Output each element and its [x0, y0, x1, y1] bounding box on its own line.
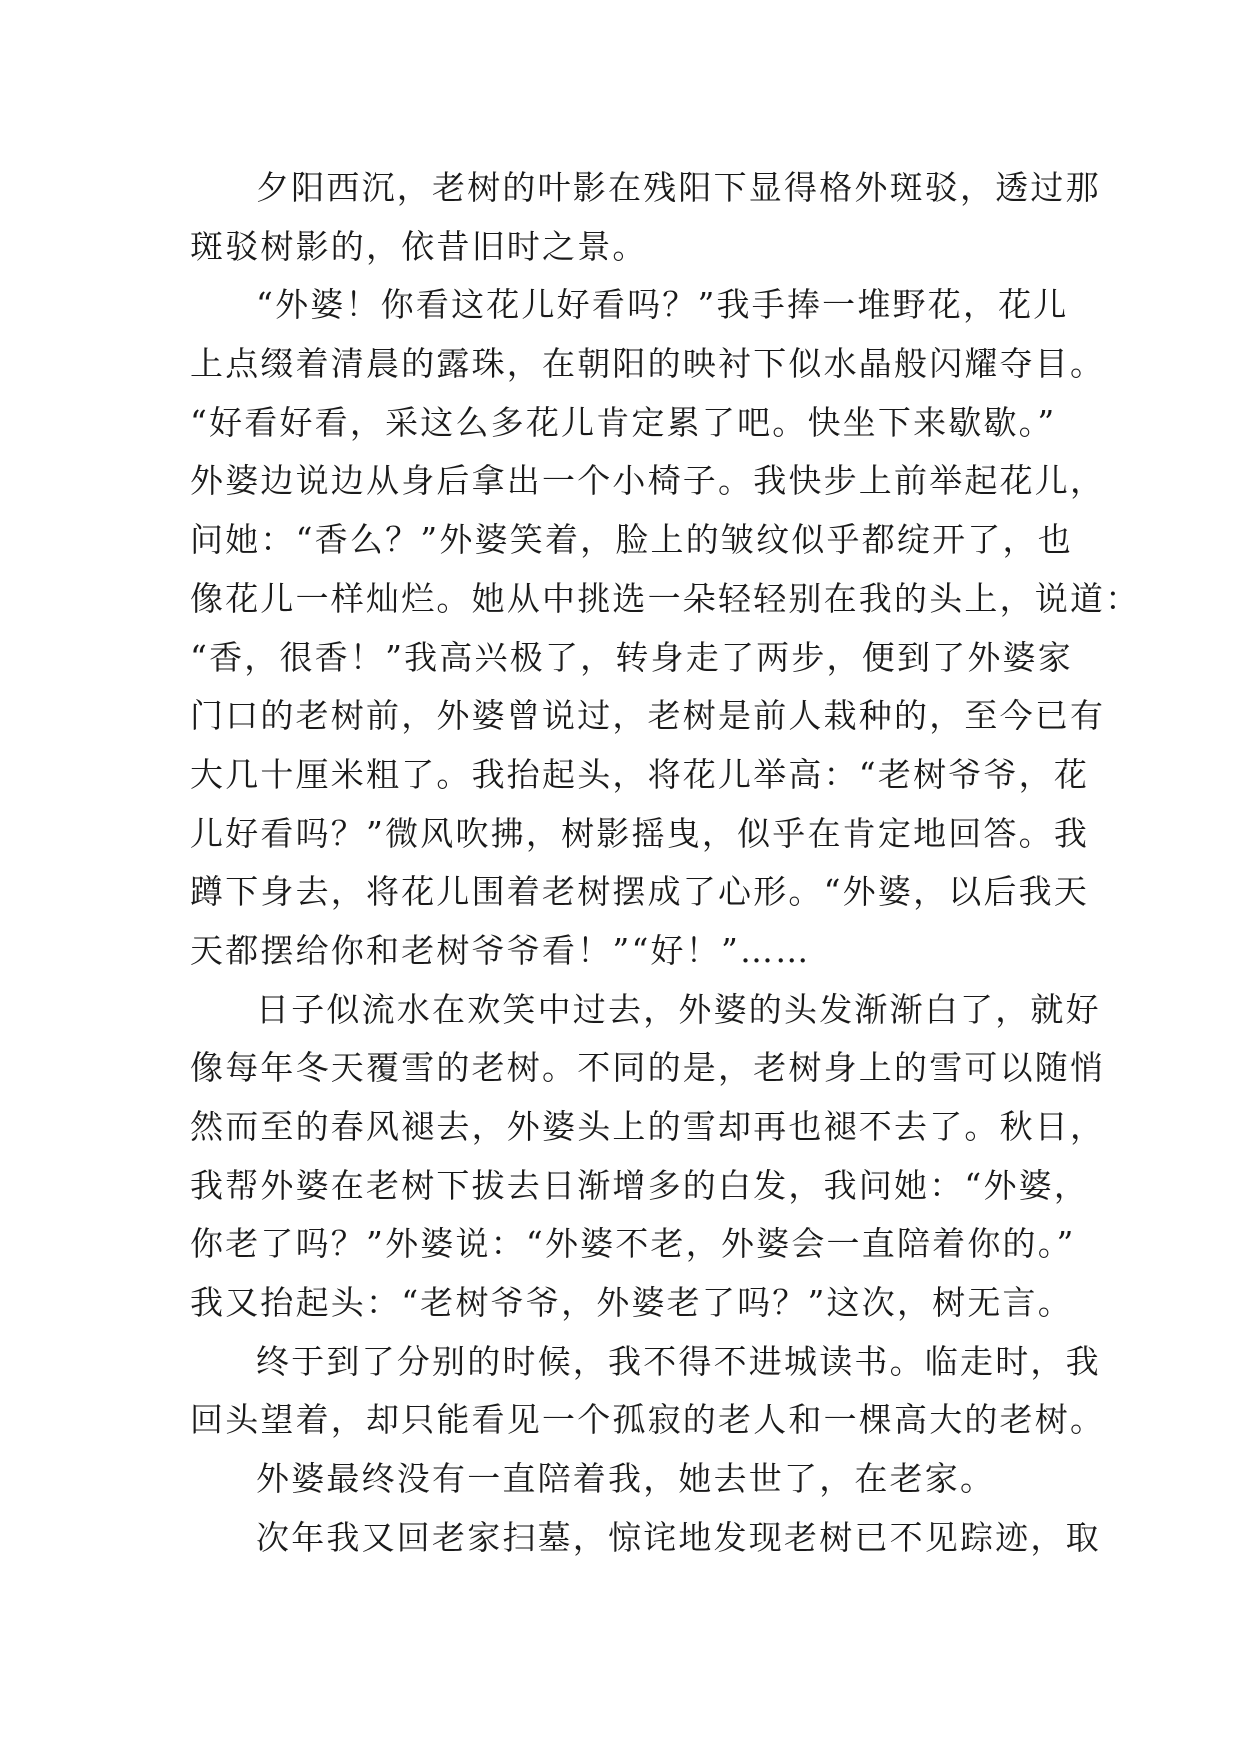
text-line: “外婆！你看这花儿好看吗？”我手捧一堆野花，花儿 — [256, 285, 1069, 325]
text-line: 像每年冬天覆雪的老树。不同的是，老树身上的雪可以随悄 — [190, 1048, 1106, 1088]
text-line: 我又抬起头：“老树爷爷，外婆老了吗？”这次，树无言。 — [190, 1283, 1073, 1323]
text-line: 上点缀着清晨的露珠，在朝阳的映衬下似水晶般闪耀夺目。 — [190, 344, 1106, 384]
text-line: 斑驳树影的，依昔旧时之景。 — [190, 226, 648, 266]
text-line: 门口的老树前，外婆曾说过，老树是前人栽种的，至今已有 — [190, 696, 1106, 736]
text-line: 外婆最终没有一直陪着我，她去世了，在老家。 — [256, 1459, 996, 1499]
text-line: 回头望着，却只能看见一个孤寂的老人和一棵高大的老树。 — [190, 1400, 1106, 1440]
text-line: 次年我又回老家扫墓，惊诧地发现老树已不见踪迹，取 — [256, 1517, 1101, 1557]
text-line: “好看好看，采这么多花儿肯定累了吧。快坐下来歇歇。” — [190, 402, 1057, 442]
body-text — [190, 159, 1141, 1568]
text-line: 外婆边说边从身后拿出一个小椅子。我快步上前举起花儿， — [190, 461, 1106, 501]
text-line: “香，很香！”我高兴极了，转身走了两步，便到了外婆家 — [190, 637, 1073, 677]
text-line: 问她：“香么？”外婆笑着，脸上的皱纹似乎都绽开了，也 — [190, 520, 1073, 560]
text-line: 我帮外婆在老树下拔去日渐增多的白发，我问她：“外婆， — [190, 1165, 1090, 1205]
text-line: 日子似流水在欢笑中过去，外婆的头发渐渐白了，就好 — [256, 989, 1101, 1029]
text-line: 夕阳西沉，老树的叶影在残阳下显得格外斑驳，透过那 — [256, 168, 1101, 207]
text-line: 儿好看吗？”微风吹拂，树影摇曳，似乎在肯定地回答。我 — [190, 813, 1090, 853]
text-line: 大几十厘米粗了。我抬起头，将花儿举高：“老树爷爷，花 — [190, 754, 1090, 794]
text-line: 终于到了分别的时候，我不得不进城读书。临走时，我 — [256, 1341, 1101, 1381]
text-line: 你老了吗？”外婆说：“外婆不老，外婆会一直陪着你的。” — [190, 1224, 1076, 1264]
text-line: 像花儿一样灿烂。她从中挑选一朵轻轻别在我的头上，说道： — [190, 578, 1141, 618]
text-line: 蹲下身去，将花儿围着老树摆成了心形。“外婆，以后我天 — [190, 872, 1090, 912]
text-line: 然而至的春风褪去，外婆头上的雪却再也褪不去了。秋日， — [190, 1107, 1106, 1146]
text-line: 天都摆给你和老树爷爷看！”“好！”…… — [190, 930, 811, 970]
